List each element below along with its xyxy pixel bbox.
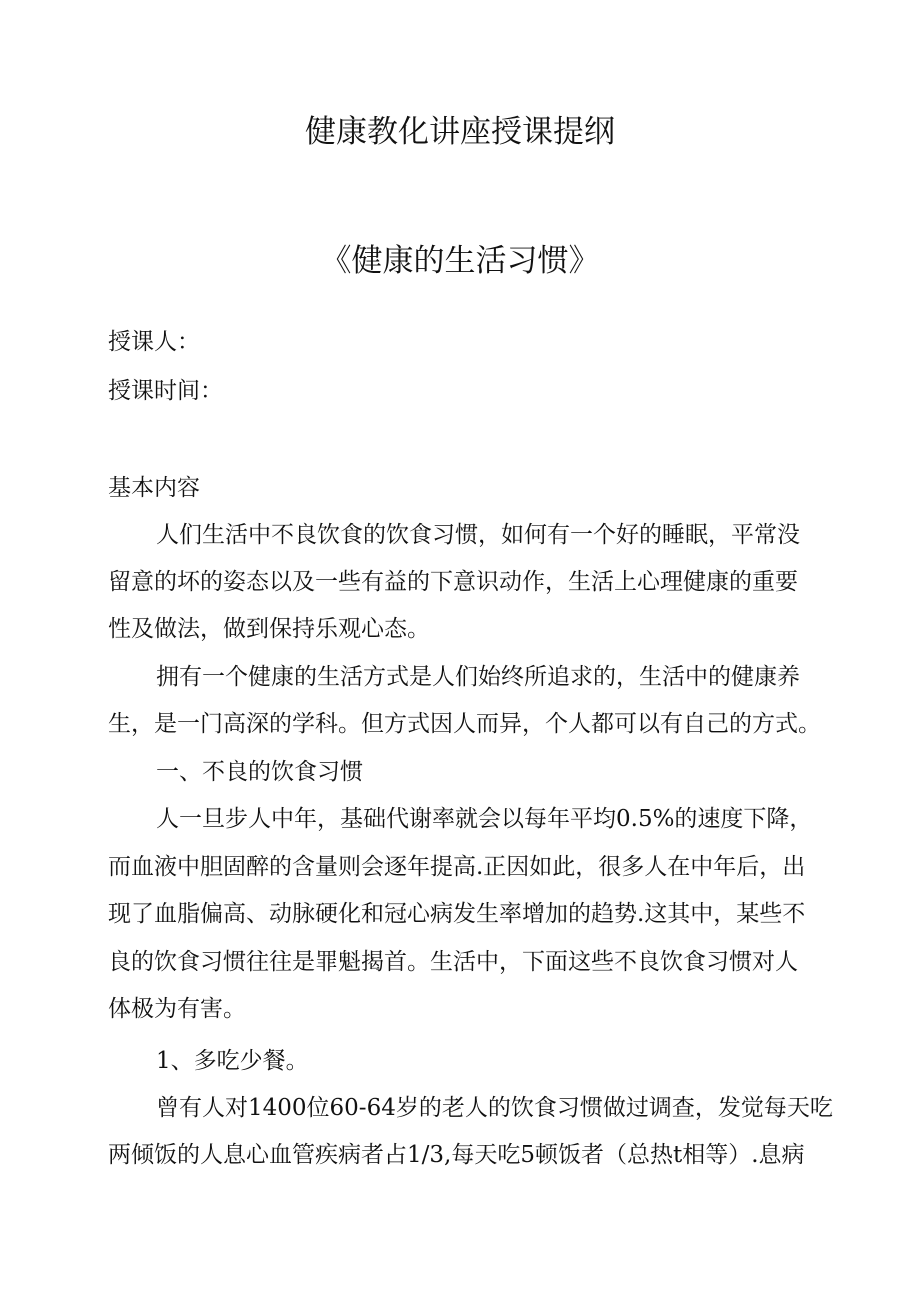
paragraph-line: 现了血脂偏高、动脉硬化和冠心病发生率增加的趋势.这其中，某些不: [108, 901, 806, 927]
paragraph-line: 良的饮食习惯往往是罪魁揭首。生活中，下面这些不良饮食习惯对人: [108, 949, 798, 975]
lecture-topic-title: 《健康的生活习惯》: [320, 243, 600, 279]
subsection-heading: 一、不良的饮食习惯: [156, 759, 363, 785]
paragraph-line: 生，是一门高深的学科。但方式因人而异，个人都可以有自己的方式。: [108, 711, 821, 737]
paragraph-line: 人们生活中不良饮食的饮食习惯，如何有一个好的睡眠，平常没: [156, 522, 800, 548]
paragraph-line: 留意的坏的姿态以及一些有益的下意识动作，生活上心理健康的重要: [108, 569, 798, 595]
paragraph-line: 曾有人对1400位60-64岁的老人的饮食习惯做过调查，发觉每天吃: [156, 1095, 833, 1121]
paragraph-line: 体极为有害。: [108, 996, 246, 1022]
paragraph-line: 人一旦步人中年，基础代谢率就会以每年平均0.5%的速度下降，: [156, 806, 813, 832]
list-item-heading: 1、多吃少餐。: [156, 1048, 309, 1074]
lecture-time-label: 授课时间：: [108, 378, 223, 404]
section-heading: 基本内容: [108, 475, 200, 501]
document-title: 健康教化讲座授课提纲: [305, 114, 615, 150]
paragraph-line: 性及做法，做到保持乐观心态。: [108, 616, 430, 642]
paragraph-line: 两倾饭的人息心血管疾病者占1/3,每天吃5顿饭者（总热t相等）.息病: [108, 1142, 805, 1168]
lecturer-label: 授课人：: [108, 329, 200, 355]
paragraph-line: 而血液中胆固醉的含量则会逐年提高.正因如此，很多人在中年后，出: [108, 854, 806, 880]
paragraph-line: 拥有一个健康的生活方式是人们始终所追求的，生活中的健康养: [156, 664, 800, 690]
